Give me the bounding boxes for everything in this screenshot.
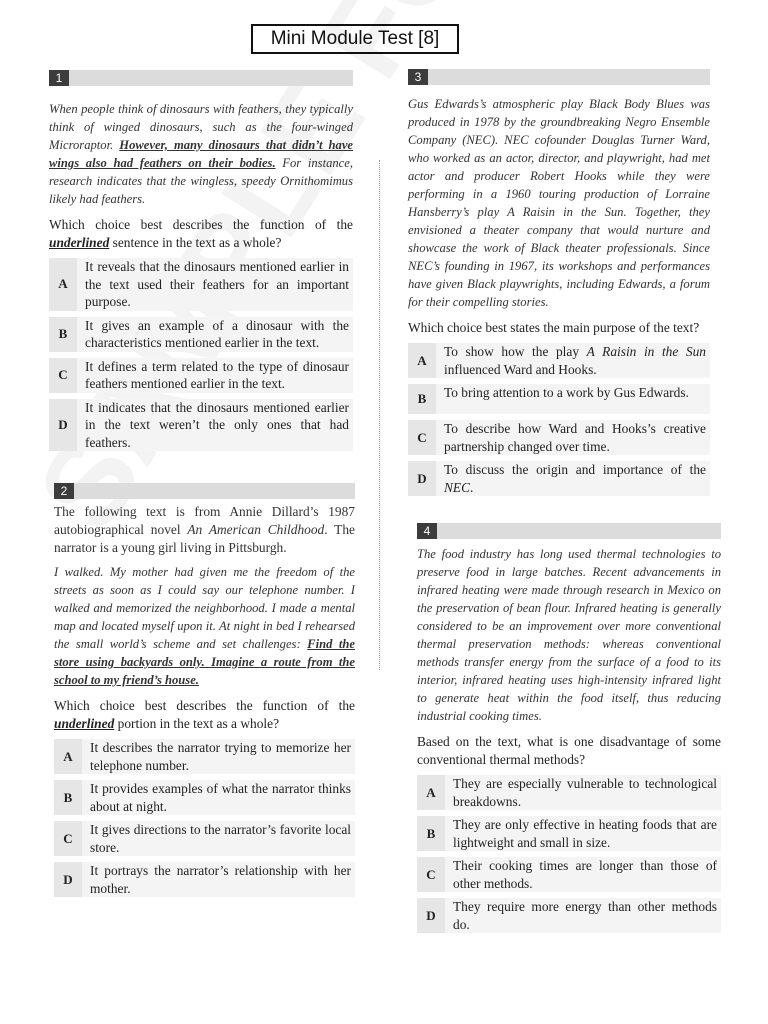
page-title: Mini Module Test [8] [251,24,459,54]
choice-text: It describes the narrator trying to memorize her telephone number. [82,739,355,774]
choice-text: It indicates that the dinosaurs mentioned earlier in the text weren’t the only ones that had feathers. [77,399,353,452]
passage [49,100,353,208]
stem-text: Which choice best describes the function of the [54,698,355,713]
choice-b[interactable] [408,384,710,414]
choice-a[interactable] [417,775,721,810]
choice-text [436,461,710,496]
passage: The food industry has long used thermal technologies to preserve food in large batches. Recent advancements in infrared heating were made through research in Mexico on the preservation of bean flour. Infrared heating is generally considered to be an improvement over more conventional thermal preservation methods: whereas conventional methods transfer energy from the surface of a food to its interior, infrared heating uses high-intensity infrared light to generate heat within the food itself, thus reducing industrial cooking times. [417,547,721,723]
choice-text: Their cooking times are longer than those of other methods. [445,857,721,892]
choice-letter: C [417,857,445,892]
choice-letter: A [417,775,445,810]
choice-text [436,343,710,378]
play-title: A Raisin in the Sun [586,344,706,359]
question-1 [49,70,353,457]
choice-letter: B [54,780,82,815]
question-number: 1 [49,70,69,86]
choice-letter: A [54,739,82,774]
intro-text: . The narrator is a young girl living in Pittsburgh. [54,522,355,555]
choice-text: It gives an example of a dinosaur with the characteristics mentioned earlier in the text. [77,317,353,352]
choice-a[interactable] [54,739,355,774]
choice-text: It gives directions to the narrator’s favorite local store. [82,821,355,856]
choice-text: It defines a term related to the type of dinosaur feathers mentioned earlier in the text. [77,358,353,393]
choice-d[interactable] [417,898,721,933]
choice-b[interactable] [417,816,721,851]
choice-c[interactable] [49,358,353,393]
choice-text: It reveals that the dinosaurs mentioned earlier in the text used their feathers for an important purpose. [77,258,353,311]
choice-letter: D [54,862,82,897]
passage-text: For instance, research indicates that the wingless, speedy Ornithomimus likely had feathers. [49,156,353,206]
choice-text: They require more energy than other methods do. [445,898,721,933]
choice-text: It portrays the narrator’s relationship with her mother. [82,862,355,897]
column-divider [379,160,380,670]
choice-c[interactable] [408,420,710,455]
passage: Gus Edwards’s atmospheric play Black Body Blues was produced in 1978 by the groundbreaking Negro Ensemble Company (NEC). NEC cofounder Douglas Turner Ward, who worked as an actor, director, and playwright, had met actor and producer Robert Hooks while they were performing in a 1960 touring production of Lorraine Hansberry’s play A Raisin in the Sun. Together, they envisioned a theater company that would nurture and showcase the work of Black theater professionals. Since NEC’s founding in 1967, its workshops and performances have given Black playwrights, including Edwards, a forum for their compelling stories. [408,97,710,309]
nec-abbrev: NEC [444,479,471,495]
passage-text: When people think of dinosaurs with feathers, they typically think of winged dinosaurs, such as the four-winged Microraptor. [49,102,353,152]
choice-c[interactable] [54,821,355,856]
question-stem [49,216,353,252]
stem-underlined-word: underlined [54,716,115,731]
choice-letter: B [408,384,436,414]
choice-letter: B [49,317,77,352]
choice-letter: C [54,821,82,856]
choice-text [436,420,710,455]
choice-letter: C [408,420,436,455]
question-2 [54,483,355,903]
choice-letter: D [408,461,436,496]
passage-text: I walked. My mother had given me the freedom of the streets as soon as I could say our telephone number. I walked and memorized the neighborhood. I made a mental map and located myself upon it. At night in bed I rehearsed the small world’s scheme and set challenges: [54,565,355,651]
choice-letter: B [417,816,445,851]
passage [54,563,355,689]
choice-letter: C [49,358,77,393]
choice-b[interactable] [54,780,355,815]
choice-text-part: To discuss the origin and importance of the [444,462,706,477]
stem-text: portion in the text as a whole? [114,716,280,731]
choice-text-part: To bring attention to a work by Gus Edwards. [444,385,689,400]
choice-letter: D [417,898,445,933]
underlined-sentence: However, many dinosaurs that didn’t have wings also had feathers on their bodies. [49,138,353,170]
choice-text: They are only effective in heating foods that are lightweight and small in size. [445,816,721,851]
choice-a[interactable] [49,258,353,311]
choice-b[interactable] [49,317,353,352]
choice-a[interactable] [408,343,710,378]
question-number: 3 [408,69,428,85]
stem-underlined-word: underlined [49,235,110,250]
choice-text-part: To describe how Ward and Hooks’s creative partnership changed over time. [444,421,706,454]
question-header-bar [54,483,355,499]
question-header-bar [417,523,721,539]
question-number: 4 [417,523,437,539]
choice-text: It provides examples of what the narrator thinks about at night. [82,780,355,815]
question-3 [408,69,710,502]
question-stem [54,697,355,733]
choice-d[interactable] [54,862,355,897]
choice-letter: A [49,258,77,311]
question-stem: Based on the text, what is one disadvantage of some conventional thermal methods? [417,734,721,767]
choice-d[interactable] [408,461,710,496]
question-number: 2 [54,483,74,499]
stem-text: Which choice best describes the function of the [49,217,353,232]
choice-text-part: . [470,479,474,495]
underlined-portion: Find the store using backyards only. Imagine a route from the school to my friend’s house. [54,637,355,687]
question-stem: Which choice best states the main purpose of the text? [408,320,700,335]
choice-text-part: influenced Ward and Hooks. [444,361,597,377]
intro-text: The following text is from Annie Dillard’s 1987 autobiographical novel [54,504,355,537]
choice-text [436,384,710,414]
question-header-bar [49,70,353,86]
question-header-bar [408,69,710,85]
choice-letter: D [49,399,77,452]
choice-text-part: To show how the play [444,344,587,359]
stem-text: sentence in the text as a whole? [109,235,282,250]
choice-text: They are especially vulnerable to technological breakdowns. [445,775,721,810]
question-4 [417,523,721,939]
passage-intro [54,503,355,557]
choice-c[interactable] [417,857,721,892]
book-title: An American Childhood [187,522,325,537]
choice-d[interactable] [49,399,353,452]
choice-letter: A [408,343,436,378]
